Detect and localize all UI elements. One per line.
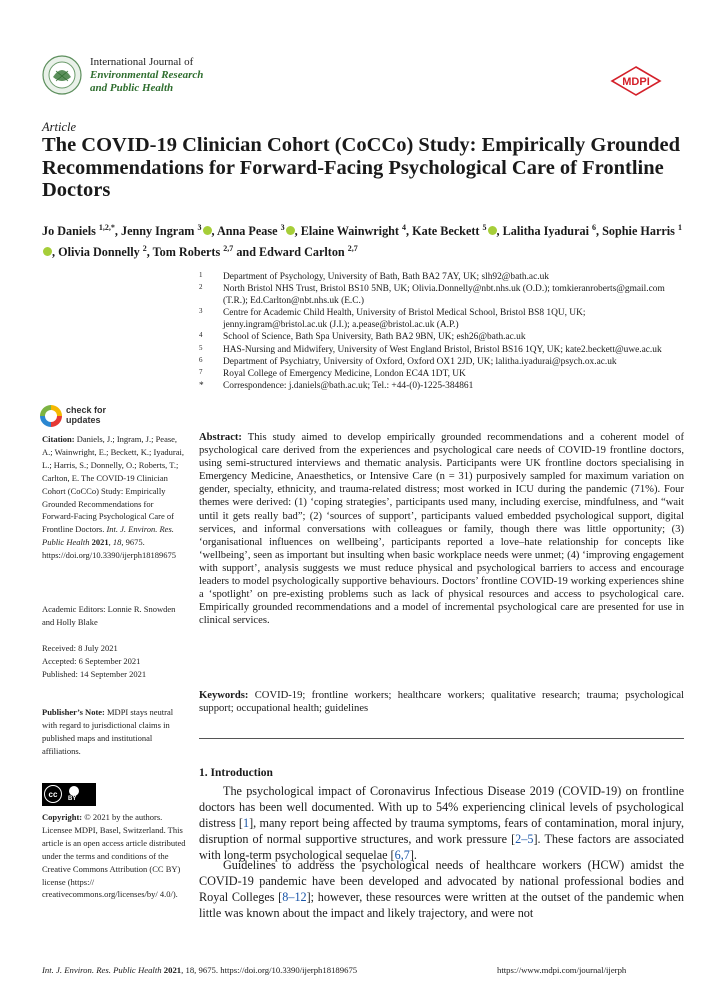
journal-name: [90, 56, 203, 95]
affiliation-list: [199, 271, 689, 392]
paragraph: The psychological impact of Coronavirus Infectious Disease 2019 (COVID-19) on frontline doctors has been well documented. With up to 54% experiencing clinical levels of psychological distress [1], many report being affected by trauma symptoms, fears of contamination, moral injury, disruption of normal supportive structures, and work pressure [2–5]. These factors are associated with long-term psychological sequelae [6,7].: [199, 784, 685, 862]
citation-link[interactable]: 6,7: [394, 848, 410, 862]
affiliation: 1 Department of Psychology, University of Bath, Bath BA2 7AY, UK; slh92@bath.ac.uk: [199, 271, 549, 282]
abstract: Abstract: This study aimed to develop empirically grounded recommendations and a coherent model of psychological care derived from the experiences and psychological care needs of COVID-19 frontline doctors, using semi-structured interviews and thematic analysis. Participants were UK frontline doctors specialising in Emergency Medicine, Anaesthetics, or Intensive Care (n = 31) purposively sampled for maximum variation on gender, specialty, ethnicity, and trauma-related distress; most worked in ICU during the pandemic (71%). Four themes were derived: (1) ‘coping strategies’, participants used many, including exercise, mindfulness, and “wait until it gets really bad”; (2) ‘sources of support’, participants valued embedded psychological support, digital services, and informal conversations with colleagues or family, though there was little opportunity; (3) ‘organisational influences on wellbeing’, participants reported a love–hate relationship for concepts like ‘wellbeing’, seen as important but insulting when basic workplace needs were unmet; (4) ‘improving engagement with support’, analysis suggests we must reduce physical and psychological barriers to access and encourage leaders to model psychologically supportive behaviours. Doctors’ frontline COVID-19 working experiences shine a ‘spotlight’ on pre-existing problems such as lack of physical resources and access to psychological care. Empirically grounded recommendations and a model of incremental psychological care are presented for use in clinical services.: [199, 432, 685, 627]
journal-name-line2: Environmental Research: [90, 69, 204, 81]
copyright-notice: Copyright: © 2021 by the authors. Licensee MDPI, Basel, Switzerland. This article is an open access article distributed under the terms and conditions of the Creative Commons Attribution (CC BY) license (https:// creativecommons.org/licenses/by/ 4.0/).: [42, 812, 186, 900]
author[interactable]: Anna Pease $^3$: [216, 223, 285, 239]
received-date: Received: 8 July 2021: [42, 643, 118, 653]
affiliation: 5 HAS-Nursing and Midwifery, University of West England Bristol, Bristol BS16 1QY, UK; kate2.beckett@uwe.ac.uk: [199, 343, 662, 355]
journal-logo-icon: [42, 55, 82, 95]
footer-journal-url[interactable]: https://www.mdpi.com/journal/ijerph: [497, 965, 627, 975]
mdpi-logo: [610, 66, 662, 96]
mdpi-logo-text: MDPI: [622, 76, 650, 88]
article-title: The COVID-19 Clinician Cohort (CoCCo) Study: Empirically Grounded Recommendations for Forward-Facing Psychological Care of Frontline Doctors: [42, 134, 681, 201]
check-for-updates-button[interactable]: [40, 405, 110, 429]
publication-dates: [42, 642, 186, 681]
cc-by-license-icon[interactable]: cc BY: [42, 783, 96, 806]
accepted-date: Accepted: 6 September 2021: [42, 655, 141, 666]
citation-link[interactable]: 2–5: [515, 832, 534, 846]
orcid-icon[interactable]: [286, 226, 295, 235]
author[interactable]: Edward Carlton $^{2,7}$: [259, 244, 358, 260]
article-type: Article: [42, 120, 77, 134]
author[interactable]: Tom Roberts $^{2,7}$: [152, 244, 234, 260]
author[interactable]: Jo Daniels $^{1,2,*}$: [42, 223, 115, 239]
divider: [199, 738, 684, 739]
citation-block: Citation: Daniels, J.; Ingram, J.; Pease, A.; Wainwright, E.; Beckett, K.; Iyadurai, L.; Harris, S.; Donnelly, O.; Roberts, T.; Carlton, E. The COVID-19 Clinician Cohort (CoCCo) Study: Empirically Grounded Recommendations for Forward-Facing Psychological Care of Frontline Doctors. Int. J. Environ. Res. Public Health 2021, 18, 9675. https://doi.org/10.3390/ijerph18189675: [42, 434, 184, 561]
affiliation: 3 Centre for Academic Child Health, University of Bristol Medical School, Bristol BS8 1QU, UK; jenny.ingram@bristol.ac.uk (J.I.); a.pease@bristol.ac.uk (A.P.): [199, 307, 586, 331]
author[interactable]: Sophie Harris $^1$: [602, 223, 682, 239]
check-updates-label: check for updates: [66, 405, 107, 425]
publisher-note: Publisher’s Note: MDPI stays neutral with regard to jurisdictional claims in published maps and institutional affiliations.: [42, 707, 174, 756]
author[interactable]: Lalitha Iyadurai $^6$: [502, 223, 597, 239]
orcid-icon[interactable]: [488, 226, 497, 235]
journal-name-line3: and Public Health: [90, 82, 174, 94]
paragraph: Guidelines to address the psychological needs of healthcare workers (HCW) amidst the COVID-19 pandemic have been developed and advocated by national professional bodies and Royal Colleges [8–12]; however, these resources were written at the outset of the pandemic when little was known about the impact and likely trajectory, and were not: [199, 858, 684, 920]
affiliation: 7 Royal College of Emergency Medicine, London EC4A 1DT, UK: [199, 367, 466, 379]
author[interactable]: Olivia Donnelly $^2$: [58, 244, 147, 260]
author[interactable]: Jenny Ingram $^3$: [120, 223, 202, 239]
orcid-icon[interactable]: [43, 247, 52, 256]
section-heading: 1. Introduction: [199, 767, 273, 779]
citation-link[interactable]: 8–12: [282, 890, 307, 904]
affiliation: 6 Department of Psychiatry, University of Oxford, Oxford OX1 2JD, UK; lalitha.iyadurai@psych.ox.ac.uk: [199, 355, 617, 367]
author[interactable]: Kate Beckett $^5$: [412, 223, 487, 239]
academic-editors: Academic Editors: Lonnie R. Snowden and Holly Blake: [42, 604, 176, 627]
footer-citation: Int. J. Environ. Res. Public Health 2021, 18, 9675. https://doi.org/10.3390/ijerph18189675: [42, 965, 358, 975]
citation-link[interactable]: 1: [242, 816, 250, 830]
author[interactable]: Elaine Wainwright $^4$: [300, 223, 407, 239]
correspondence: * Correspondence: j.daniels@bath.ac.uk; Tel.: +44-(0)-1225-384861: [199, 380, 474, 391]
published-date: Published: 14 September 2021: [42, 668, 147, 679]
orcid-icon[interactable]: [203, 226, 212, 235]
affiliation: 4 School of Science, Bath Spa University, Bath BA2 9BN, UK; esh26@bath.ac.uk: [199, 331, 526, 343]
check-updates-icon: [40, 405, 62, 427]
journal-name-line1: International Journal of: [90, 56, 194, 68]
keywords: Keywords: COVID-19; frontline workers; healthcare workers; qualitative research; trauma; psychological support; occupational health; guidelines: [199, 690, 684, 715]
author-list: Jo Daniels $^{1,2,*}$, Jenny Ingram $^3$ , Anna Pease $^3$ , Elaine Wainwright $^4$, Kate Beckett $^5$ , Lalitha Iyadurai $^6$, Sophie Harris $^1$, Olivia Donnelly $^2$, Tom Roberts $^{2,7}$ and Edward Carlton $^{2,7}$: [42, 223, 682, 260]
affiliation: 2 North Bristol NHS Trust, Bristol BS10 5NB, UK; Olivia.Donnelly@nbt.nhs.uk (O.D.); tomkieranroberts@gmail.com (T.R.); Ed.Carlton@nbt.nhs.uk (E.C.): [199, 283, 665, 307]
